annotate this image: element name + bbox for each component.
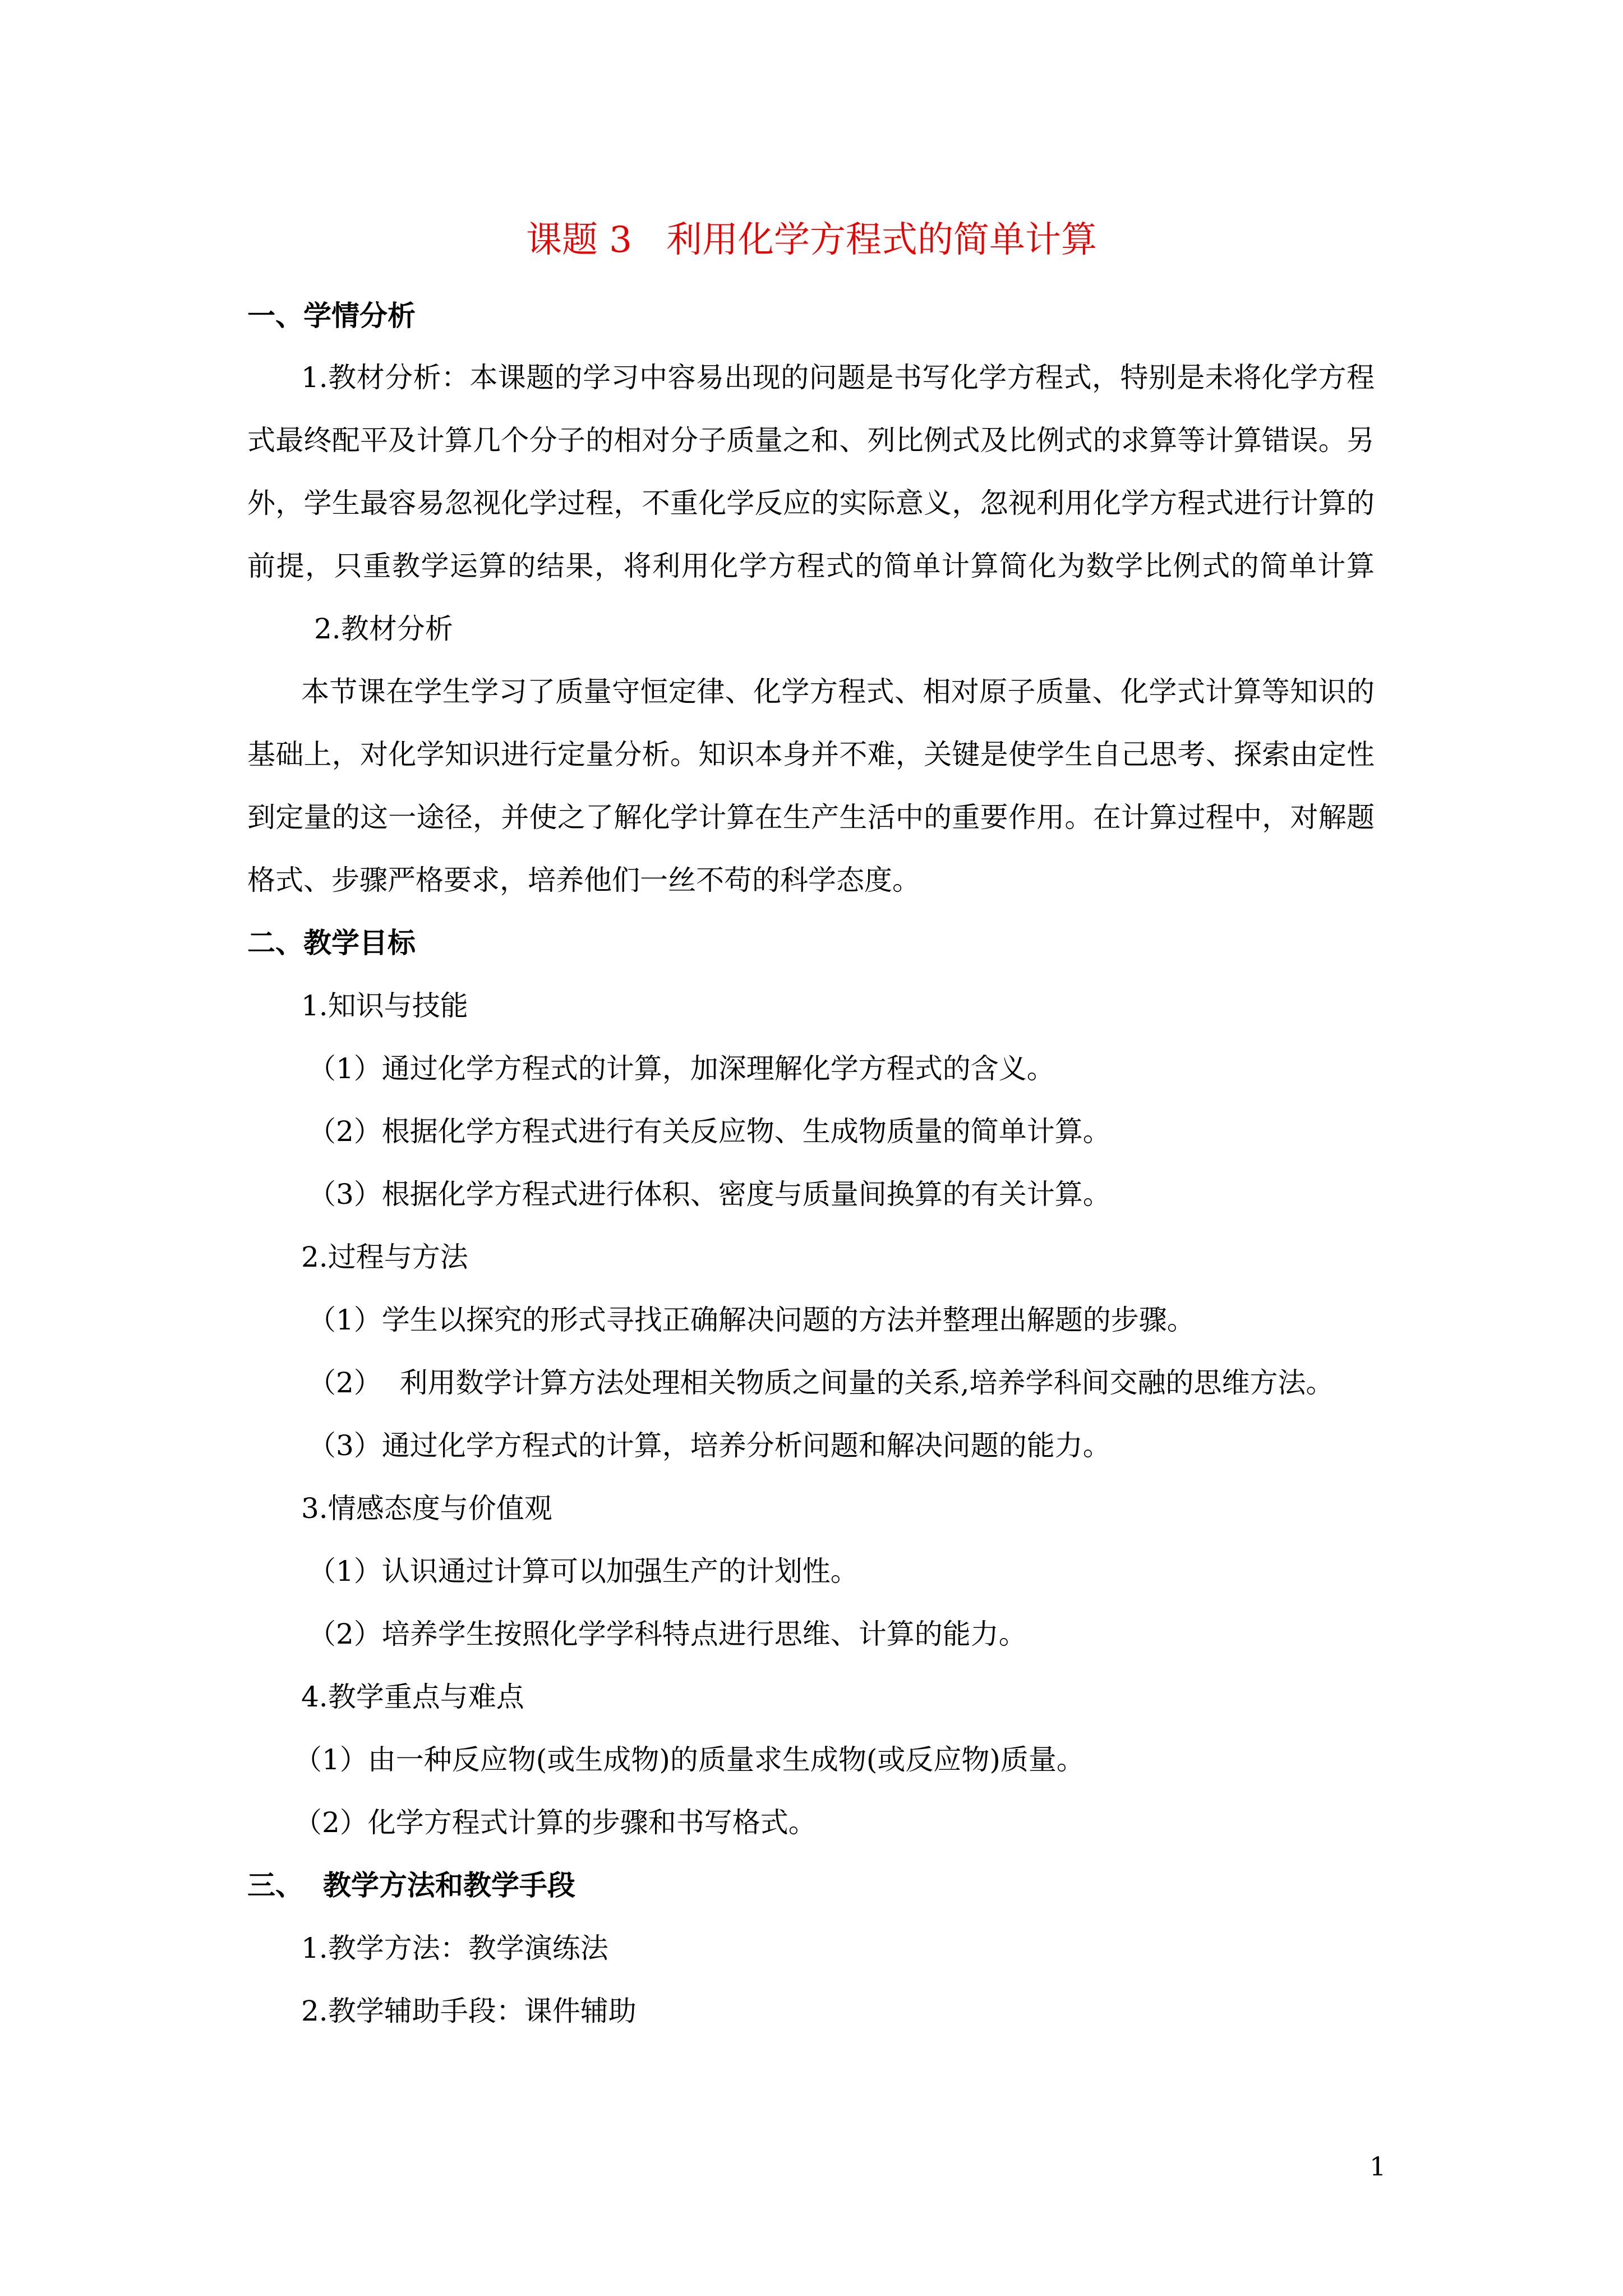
list-item: （1）通过化学方程式的计算，加深理解化学方程式的含义。 [308, 1052, 1055, 1085]
paragraph-line: 基础上，对化学知识进行定量分析。知识本身并不难，关键是使学生自己思考、探索由定性 [247, 738, 1375, 771]
section-heading-2: 二、教学目标 [247, 926, 416, 959]
paragraph-line: 式最终配平及计算几个分子的相对分子质量之和、列比例式及比例式的求算等计算错误。另 [247, 424, 1375, 457]
list-item: （3）根据化学方程式进行体积、密度与质量间换算的有关计算。 [308, 1178, 1111, 1211]
section-heading-1: 一、学情分析 [247, 299, 416, 332]
paragraph-line: 1.教材分析：本课题的学习中容易出现的问题是书写化学方程式，特别是未将化学方程 [301, 361, 1375, 394]
list-item: （1）由一种反应物(或生成物)的质量求生成物(或反应物)质量。 [294, 1743, 1085, 1776]
list-item: （1）学生以探究的形式寻找正确解决问题的方法并整理出解题的步骤。 [308, 1304, 1195, 1336]
list-item: （1）认识通过计算可以加强生产的计划性。 [308, 1555, 859, 1588]
subheading: 2.过程与方法 [301, 1241, 468, 1273]
paragraph-line: 前提，只重教学运算的结果，将利用化学方程式的简单计算简化为数学比例式的简单计算 [247, 550, 1375, 582]
subheading: 1.知识与技能 [301, 990, 468, 1022]
list-item: （2）培养学生按照化学学科特点进行思维、计算的能力。 [308, 1618, 1027, 1650]
document-title: 课题 3 利用化学方程式的简单计算 [525, 219, 1098, 261]
section-heading-3: 三、 教学方法和教学手段 [247, 1869, 575, 1902]
list-item: （2）根据化学方程式进行有关反应物、生成物质量的简单计算。 [308, 1115, 1111, 1148]
list-item: （2） 利用数学计算方法处理相关物质之间量的关系,培养学科间交融的思维方法。 [308, 1366, 1334, 1399]
paragraph-line: 到定量的这一途径，并使之了解化学计算在生产生活中的重要作用。在计算过程中，对解题 [247, 801, 1375, 834]
page-number: 1 [1370, 2151, 1386, 2182]
paragraph-line: 格式、步骤严格要求，培养他们一丝不苟的科学态度。 [247, 864, 920, 896]
paragraph-line: 外，学生最容易忽视化学过程，不重化学反应的实际意义，忽视利用化学方程式进行计算的 [247, 487, 1375, 519]
paragraph-line: 本节课在学生学习了质量守恒定律、化学方程式、相对原子质量、化学式计算等知识的 [301, 675, 1375, 708]
subheading: 3.情感态度与价值观 [301, 1492, 552, 1525]
list-item: （2）化学方程式计算的步骤和书写格式。 [294, 1806, 817, 1839]
list-item: （3）通过化学方程式的计算，培养分析问题和解决问题的能力。 [308, 1429, 1111, 1462]
subheading: 2.教材分析 [314, 613, 453, 645]
subheading: 4.教学重点与难点 [301, 1681, 524, 1713]
paragraph-line: 2.教学辅助手段：课件辅助 [301, 1995, 637, 2027]
paragraph-line: 1.教学方法：教学演练法 [301, 1932, 608, 1964]
